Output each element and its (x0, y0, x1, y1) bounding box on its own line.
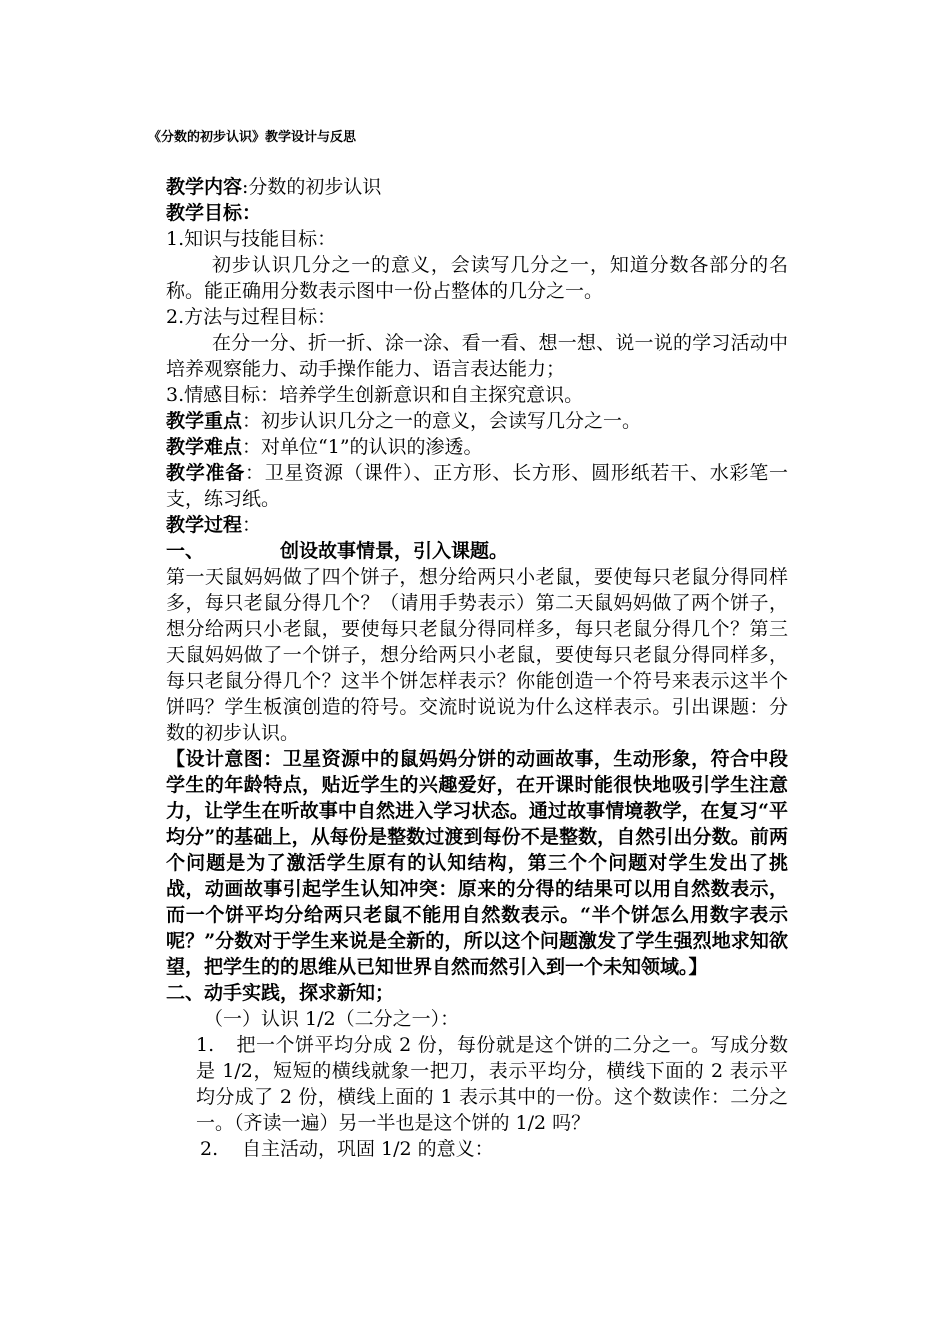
teaching-content-value: :分数的初步认识 (242, 176, 382, 198)
list-item-1 (166, 1032, 788, 1136)
section2-heading: 二、动手实践，探求新知； (166, 982, 395, 1004)
preparation-label: 教学准备 (166, 462, 246, 484)
list-item-2-number: 2. (200, 1138, 219, 1160)
emotion-goal-text: 3.情感目标：培养学生创新意识和自主探究意识。 (166, 384, 584, 406)
section1-title: 创设故事情景，引入课题。 (280, 540, 509, 562)
difficulty-label: 教学难点 (166, 436, 243, 458)
design-intent-text: 【设计意图：卫星资源中的鼠妈妈分饼的动画故事，生动形象，符合中段学生的年龄特点，贴近学生的兴趣爱好，在开课时能很快地吸引学生注意力，让学生在听故事中自然进入学习状态。通过故事情境教学，在复习“平均分”的基础上，从每份是整数过渡到每份不是整数，自然引出分数。前两个问题是为了激活学生原有的认知结构，第三个个问题对学生发出了挑战，动画故事引起学生认知冲突：原来的分得的结果可以用自然数表示，而一个饼平均分给两只老鼠不能用自然数表示。“半个饼怎么用数字表示呢？”分数对于学生来说是全新的，所以这个问题激发了学生强烈地求知欲望，把学生的的思维从已知世界自然而然引入到一个未知领域。】 (166, 748, 788, 978)
list-item-2-text: 自主活动，巩固 1/2 的意义： (242, 1138, 494, 1160)
key-point-value: ：初步认识几分之一的意义，会读写几分之一。 (242, 410, 642, 432)
method-goal-heading: 2.方法与过程目标： (166, 306, 337, 328)
document-title: 《分数的初步认识》教学设计与反思 (148, 130, 357, 145)
process-heading: 教学过程： (166, 514, 262, 536)
section1-number: 一、 (166, 540, 205, 562)
knowledge-goal-heading: 1.知识与技能目标： (166, 228, 337, 250)
list-item-1-text: 把一个饼平均分成 2 份，每份就是这个饼的二分之一。写成分数是 1/2，短短的横线就象一把刀，表示平均分，横线下面的 2 表示平均分成了 2 份，横线上面的 1 表示其中的一份。这个数读作：二分之一。（齐读一遍）另一半也是这个饼的 1/2 吗？ (196, 1034, 788, 1134)
preparation-line (166, 460, 788, 512)
teaching-content-line (166, 174, 788, 200)
list-item-1-number: 1. (196, 1034, 215, 1056)
knowledge-goal-text: 初步认识几分之一的意义，会读写几分之一，知道分数各部分的名称。能正确用分数表示图中一份占整体的几分之一。 (166, 254, 788, 302)
key-point-line (166, 408, 788, 434)
subsection1-heading: （一）认识 1/2（二分之一）： (204, 1008, 460, 1030)
preparation-value: ：卫星资源（课件）、正方形、长方形、圆形纸若干、水彩笔一支，练习纸。 (166, 462, 788, 510)
list-item-2 (166, 1136, 788, 1162)
teaching-goals-heading: 教学目标： (166, 202, 262, 224)
section1-heading (166, 538, 788, 564)
method-goal-text: 在分一分、折一折、涂一涂、看一看、想一想、说一说的学习活动中培养观察能力、动手操作能力、语言表达能力； (166, 332, 788, 380)
document-body (166, 174, 788, 1162)
difficulty-value: ：对单位“1”的认识的渗透。 (242, 436, 483, 458)
section1-story-text: 第一天鼠妈妈做了四个饼子，想分给两只小老鼠，要使每只老鼠分得同样多，每只老鼠分得几个？（请用手势表示）第二天鼠妈妈做了两个饼子，想分给两只小老鼠，要使每只老鼠分得同样多，每只老鼠分得几个？第三天鼠妈妈做了一个饼子，想分给两只小老鼠，要使每只老鼠分得同样多，每只老鼠分得几个？这半个饼怎样表示？你能创造一个符号来表示这半个饼吗？学生板演创造的符号。交流时说说为什么这样表示。引出课题：分数的初步认识。 (166, 566, 788, 744)
key-point-label: 教学重点 (166, 410, 243, 432)
teaching-content-label: 教学内容 (166, 176, 243, 198)
difficulty-line (166, 434, 788, 460)
